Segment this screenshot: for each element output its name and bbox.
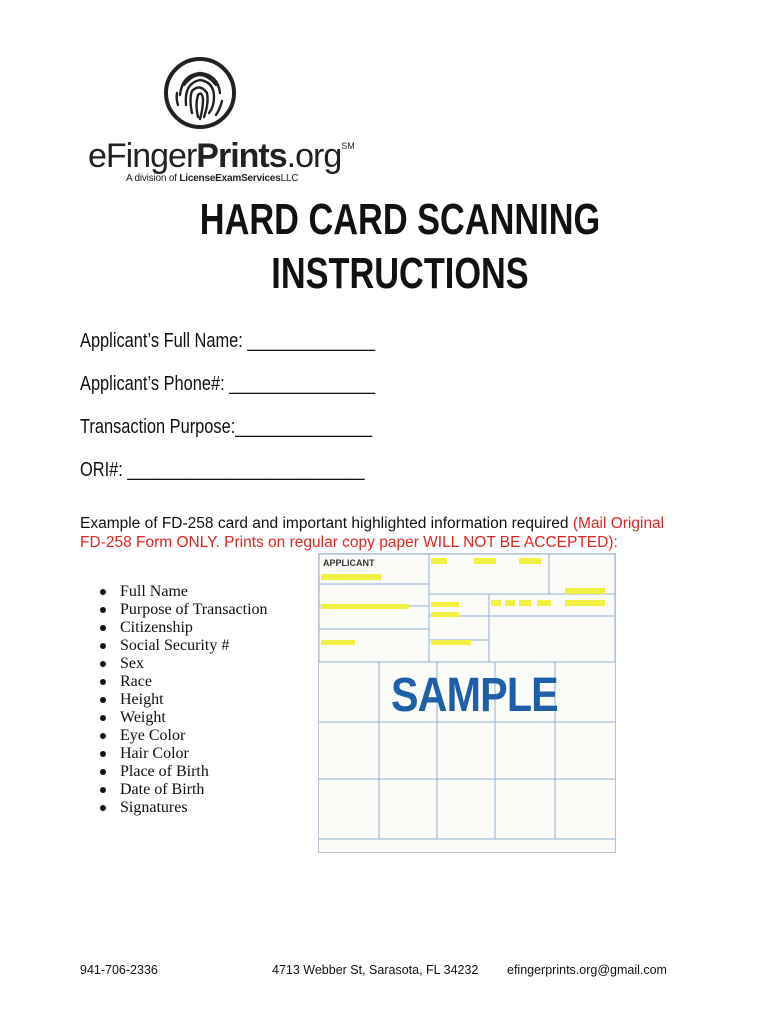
efingerprints-logo bbox=[88, 55, 355, 190]
required-items-list bbox=[100, 583, 268, 817]
footer-phone: 941-706-2336 bbox=[80, 963, 158, 977]
list-item: Height bbox=[100, 691, 268, 709]
fingerprint-icon bbox=[162, 55, 238, 131]
list-item: Date of Birth bbox=[100, 781, 268, 799]
applicant-phone-field: Applicant’s Phone#: ________________ bbox=[80, 373, 376, 395]
list-item: Purpose of Transaction bbox=[100, 601, 268, 619]
fd258-sample-card bbox=[318, 553, 616, 853]
list-item: Place of Birth bbox=[100, 763, 268, 781]
brand-name: eFingerPrints.org℠ bbox=[88, 137, 355, 175]
card-header: APPLICANT bbox=[323, 558, 375, 568]
page-title-line2: INSTRUCTIONS bbox=[271, 249, 529, 298]
footer-email: efingerprints.org@gmail.com bbox=[507, 963, 667, 977]
list-item: Hair Color bbox=[100, 745, 268, 763]
bullet-icon bbox=[100, 607, 106, 613]
brand-subtitle: A division of LicenseExamServicesLLC bbox=[126, 173, 299, 184]
bullet-icon bbox=[100, 661, 106, 667]
list-item: Eye Color bbox=[100, 727, 268, 745]
bullet-icon bbox=[100, 787, 106, 793]
list-item: Signatures bbox=[100, 799, 268, 817]
transaction-purpose-field: Transaction Purpose:_______________ bbox=[80, 416, 373, 438]
list-item: Full Name bbox=[100, 583, 268, 601]
bullet-icon bbox=[100, 769, 106, 775]
bullet-icon bbox=[100, 805, 106, 811]
list-item: Social Security # bbox=[100, 637, 268, 655]
footer-address: 4713 Webber St, Sarasota, FL 34232 bbox=[272, 963, 479, 977]
bullet-icon bbox=[100, 643, 106, 649]
list-item: Weight bbox=[100, 709, 268, 727]
list-item: Race bbox=[100, 673, 268, 691]
bullet-icon bbox=[100, 679, 106, 685]
applicant-name-field: Applicant’s Full Name: ______________ bbox=[80, 330, 376, 352]
bullet-icon bbox=[100, 733, 106, 739]
ori-field: ORI#: __________________________ bbox=[80, 459, 365, 481]
mail-original-note: (Mail Original FD-258 Form ONLY. Prints on regular copy paper WILL NOT BE ACCEPTED): bbox=[80, 515, 665, 551]
bullet-icon bbox=[100, 589, 106, 595]
page-title-line1: HARD CARD SCANNING bbox=[199, 195, 601, 244]
sample-watermark: SAMPLE bbox=[391, 669, 558, 722]
list-item: Sex bbox=[100, 655, 268, 673]
bullet-icon bbox=[100, 625, 106, 631]
bullet-icon bbox=[100, 751, 106, 757]
list-item: Citizenship bbox=[100, 619, 268, 637]
page-title bbox=[182, 193, 619, 301]
example-instructions: Example of FD-258 card and important highlighted information required (Mail Original FD-258 Form ONLY. Prints on regular copy paper WILL NOT BE ACCEPTED): bbox=[80, 515, 665, 551]
bullet-icon bbox=[100, 697, 106, 703]
bullet-icon bbox=[100, 715, 106, 721]
